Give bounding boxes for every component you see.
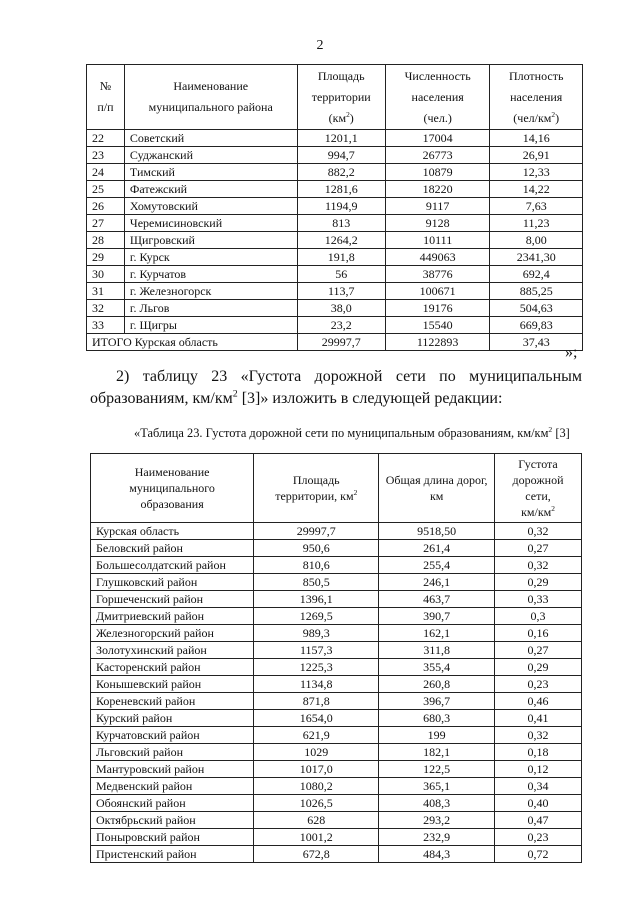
road-density-value: 0,34 (495, 778, 582, 795)
district-name: г. Железногорск (124, 283, 297, 300)
table2-body (91, 523, 582, 863)
road-density-value: 0,47 (495, 812, 582, 829)
area-value: 56 (297, 266, 385, 283)
col-header-road-density: Густота дорожной сети, $км/км^2$ (495, 454, 582, 523)
municipality-name: Беловский район (91, 540, 254, 557)
district-name: г. Льгов (124, 300, 297, 317)
table-row (87, 266, 583, 283)
road-density-value: 0,33 (495, 591, 582, 608)
col-header-area: Площадь территории $(км^2)$ (297, 65, 385, 130)
row-number: 30 (87, 266, 125, 283)
municipality-name: Железногорский район (91, 625, 254, 642)
district-name: Тимский (124, 164, 297, 181)
population-density-table (86, 64, 583, 351)
area-value: 1029 (254, 744, 379, 761)
area-value: 810,6 (254, 557, 379, 574)
row-number: 31 (87, 283, 125, 300)
area-value: 628 (254, 812, 379, 829)
density-value: 11,23 (490, 215, 583, 232)
district-name: Советский (124, 130, 297, 147)
table-row (87, 249, 583, 266)
table-row (87, 300, 583, 317)
population-value: 9117 (385, 198, 489, 215)
road-density-value: 0,3 (495, 608, 582, 625)
table-row (91, 778, 582, 795)
area-value: 1201,1 (297, 130, 385, 147)
density-value: 2341,30 (490, 249, 583, 266)
population-value: 38776 (385, 266, 489, 283)
row-number: 28 (87, 232, 125, 249)
table-row (87, 198, 583, 215)
table-row (91, 693, 582, 710)
road-density-value: 0,27 (495, 642, 582, 659)
density-value: 26,91 (490, 147, 583, 164)
road-length-value: 355,4 (379, 659, 495, 676)
district-name: Черемисиновский (124, 215, 297, 232)
table-row (87, 147, 583, 164)
municipality-name: Октябрьский район (91, 812, 254, 829)
road-length-value: 232,9 (379, 829, 495, 846)
area-value: 1001,2 (254, 829, 379, 846)
table1-body (87, 130, 583, 334)
road-length-value: 390,7 (379, 608, 495, 625)
table-row (87, 283, 583, 300)
population-value: 9128 (385, 215, 489, 232)
table-row (91, 812, 582, 829)
road-length-value: 396,7 (379, 693, 495, 710)
table-header-row (87, 65, 583, 130)
density-value: 504,63 (490, 300, 583, 317)
table-row (91, 574, 582, 591)
col-header-area: Площадь территории, $км^2$ (254, 454, 379, 523)
municipality-name: Медвенский район (91, 778, 254, 795)
density-value: 885,25 (490, 283, 583, 300)
road-length-value: 463,7 (379, 591, 495, 608)
area-value: 23,2 (297, 317, 385, 334)
road-length-value: 246,1 (379, 574, 495, 591)
page-number: 2 (316, 38, 324, 53)
row-number: 25 (87, 181, 125, 198)
road-density-value: 0,32 (495, 727, 582, 744)
road-density-value: 0,41 (495, 710, 582, 727)
table-row (87, 130, 583, 147)
population-value: 19176 (385, 300, 489, 317)
municipality-name: Дмитриевский район (91, 608, 254, 625)
table-caption: «Таблица 23. Густота дорожной сети по муниципальным образованиям, $км/км^2$ [3] (134, 424, 570, 440)
road-density-value: 0,29 (495, 659, 582, 676)
area-value: 1157,3 (254, 642, 379, 659)
row-number: 26 (87, 198, 125, 215)
municipality-name: Курчатовский район (91, 727, 254, 744)
area-value: 1134,8 (254, 676, 379, 693)
municipality-name: Курская область (91, 523, 254, 540)
total-label: ИТОГО Курская область (87, 334, 298, 351)
col-header-population: Численность населения (чел.) (385, 65, 489, 130)
road-length-value: 680,3 (379, 710, 495, 727)
table-row (91, 676, 582, 693)
area-value: 1194,9 (297, 198, 385, 215)
district-name: г. Щигры (124, 317, 297, 334)
table-row (91, 608, 582, 625)
area-value: 113,7 (297, 283, 385, 300)
road-density-value: 0,72 (495, 846, 582, 863)
table-row (91, 846, 582, 863)
road-length-value: 408,3 (379, 795, 495, 812)
municipality-name: Касторенский район (91, 659, 254, 676)
area-value: 850,5 (254, 574, 379, 591)
table-row (87, 215, 583, 232)
district-name: Хомутовский (124, 198, 297, 215)
district-name: г. Курчатов (124, 266, 297, 283)
road-density-value: 0,32 (495, 523, 582, 540)
row-number: 23 (87, 147, 125, 164)
population-value: 449063 (385, 249, 489, 266)
road-length-value: 365,1 (379, 778, 495, 795)
population-value: 10111 (385, 232, 489, 249)
table-row (91, 710, 582, 727)
total-population: 1122893 (385, 334, 489, 351)
road-density-value: 0,23 (495, 829, 582, 846)
row-number: 29 (87, 249, 125, 266)
road-density-value: 0,46 (495, 693, 582, 710)
area-value: 813 (297, 215, 385, 232)
table-row (91, 557, 582, 574)
col-header-road-length: Общая длина дорог, км (379, 454, 495, 523)
density-value: 692,4 (490, 266, 583, 283)
table-row (91, 591, 582, 608)
area-value: 1654,0 (254, 710, 379, 727)
table-row (91, 761, 582, 778)
area-value: 1281,6 (297, 181, 385, 198)
road-length-value: 199 (379, 727, 495, 744)
amendment-paragraph-line2: образованиям, $км/км^2$ [3]» изложить в следующей редакции: (90, 388, 503, 407)
table-row (91, 642, 582, 659)
municipality-name: Пристенский район (91, 846, 254, 863)
road-length-value: 255,4 (379, 557, 495, 574)
table-row (87, 317, 583, 334)
total-row (87, 334, 583, 351)
col-header-number: № п/п (87, 65, 125, 130)
road-length-value: 261,4 (379, 540, 495, 557)
density-value: 12,33 (490, 164, 583, 181)
table-row (87, 181, 583, 198)
road-density-table (90, 453, 582, 863)
road-length-value: 122,5 (379, 761, 495, 778)
area-value: 1080,2 (254, 778, 379, 795)
density-value: 8,00 (490, 232, 583, 249)
total-density: 37,43 (490, 334, 583, 351)
table-row (91, 659, 582, 676)
area-value: 950,6 (254, 540, 379, 557)
municipality-name: Большесолдатский район (91, 557, 254, 574)
population-value: 100671 (385, 283, 489, 300)
district-name: Фатежский (124, 181, 297, 198)
district-name: г. Курск (124, 249, 297, 266)
table-row (91, 744, 582, 761)
road-density-value: 0,32 (495, 557, 582, 574)
road-density-value: 0,18 (495, 744, 582, 761)
total-area: 29997,7 (297, 334, 385, 351)
area-value: 989,3 (254, 625, 379, 642)
row-number: 22 (87, 130, 125, 147)
area-value: 29997,7 (254, 523, 379, 540)
district-name: Суджанский (124, 147, 297, 164)
row-number: 33 (87, 317, 125, 334)
population-value: 18220 (385, 181, 489, 198)
density-value: 7,63 (490, 198, 583, 215)
municipality-name: Поныровский район (91, 829, 254, 846)
municipality-name: Обоянский район (91, 795, 254, 812)
row-number: 24 (87, 164, 125, 181)
road-density-value: 0,27 (495, 540, 582, 557)
municipality-name: Льговский район (91, 744, 254, 761)
area-value: 1225,3 (254, 659, 379, 676)
municipality-name: Горшеченский район (91, 591, 254, 608)
road-length-value: 162,1 (379, 625, 495, 642)
table-row (91, 540, 582, 557)
col-header-density: Плотность населения $(чел/км^2)$ (490, 65, 583, 130)
road-density-value: 0,12 (495, 761, 582, 778)
population-value: 26773 (385, 147, 489, 164)
road-density-value: 0,40 (495, 795, 582, 812)
table-row (91, 829, 582, 846)
area-value: 621,9 (254, 727, 379, 744)
population-value: 17004 (385, 130, 489, 147)
table-row (91, 523, 582, 540)
area-value: 191,8 (297, 249, 385, 266)
road-length-value: 293,2 (379, 812, 495, 829)
area-value: 1026,5 (254, 795, 379, 812)
closing-quote: »; (565, 344, 578, 361)
area-value: 994,7 (297, 147, 385, 164)
area-value: 38,0 (297, 300, 385, 317)
municipality-name: Глушковский район (91, 574, 254, 591)
row-number: 32 (87, 300, 125, 317)
table-header-row (91, 454, 582, 523)
municipality-name: Кореневский район (91, 693, 254, 710)
table-row (87, 164, 583, 181)
density-value: 669,83 (490, 317, 583, 334)
area-value: 1269,5 (254, 608, 379, 625)
area-value: 672,8 (254, 846, 379, 863)
municipality-name: Курский район (91, 710, 254, 727)
col-header-municipality: Наименование муниципального образования (91, 454, 254, 523)
population-value: 10879 (385, 164, 489, 181)
road-length-value: 484,3 (379, 846, 495, 863)
amendment-paragraph-line1: 2) таблицу 23 «Густота дорожной сети по муниципальным (116, 368, 582, 385)
table-row (91, 727, 582, 744)
municipality-name: Конышевский район (91, 676, 254, 693)
municipality-name: Мантуровский район (91, 761, 254, 778)
area-value: 1017,0 (254, 761, 379, 778)
col-header-district-name: Наименование муниципального района (124, 65, 297, 130)
table-row (91, 795, 582, 812)
district-name: Щигровский (124, 232, 297, 249)
municipality-name: Золотухинский район (91, 642, 254, 659)
road-length-value: 182,1 (379, 744, 495, 761)
area-value: 882,2 (297, 164, 385, 181)
density-value: 14,16 (490, 130, 583, 147)
area-value: 871,8 (254, 693, 379, 710)
row-number: 27 (87, 215, 125, 232)
population-value: 15540 (385, 317, 489, 334)
area-value: 1264,2 (297, 232, 385, 249)
road-length-value: 9518,50 (379, 523, 495, 540)
road-length-value: 311,8 (379, 642, 495, 659)
density-value: 14,22 (490, 181, 583, 198)
area-value: 1396,1 (254, 591, 379, 608)
table-row (87, 232, 583, 249)
table-row (91, 625, 582, 642)
road-density-value: 0,16 (495, 625, 582, 642)
road-length-value: 260,8 (379, 676, 495, 693)
road-density-value: 0,23 (495, 676, 582, 693)
road-density-value: 0,29 (495, 574, 582, 591)
